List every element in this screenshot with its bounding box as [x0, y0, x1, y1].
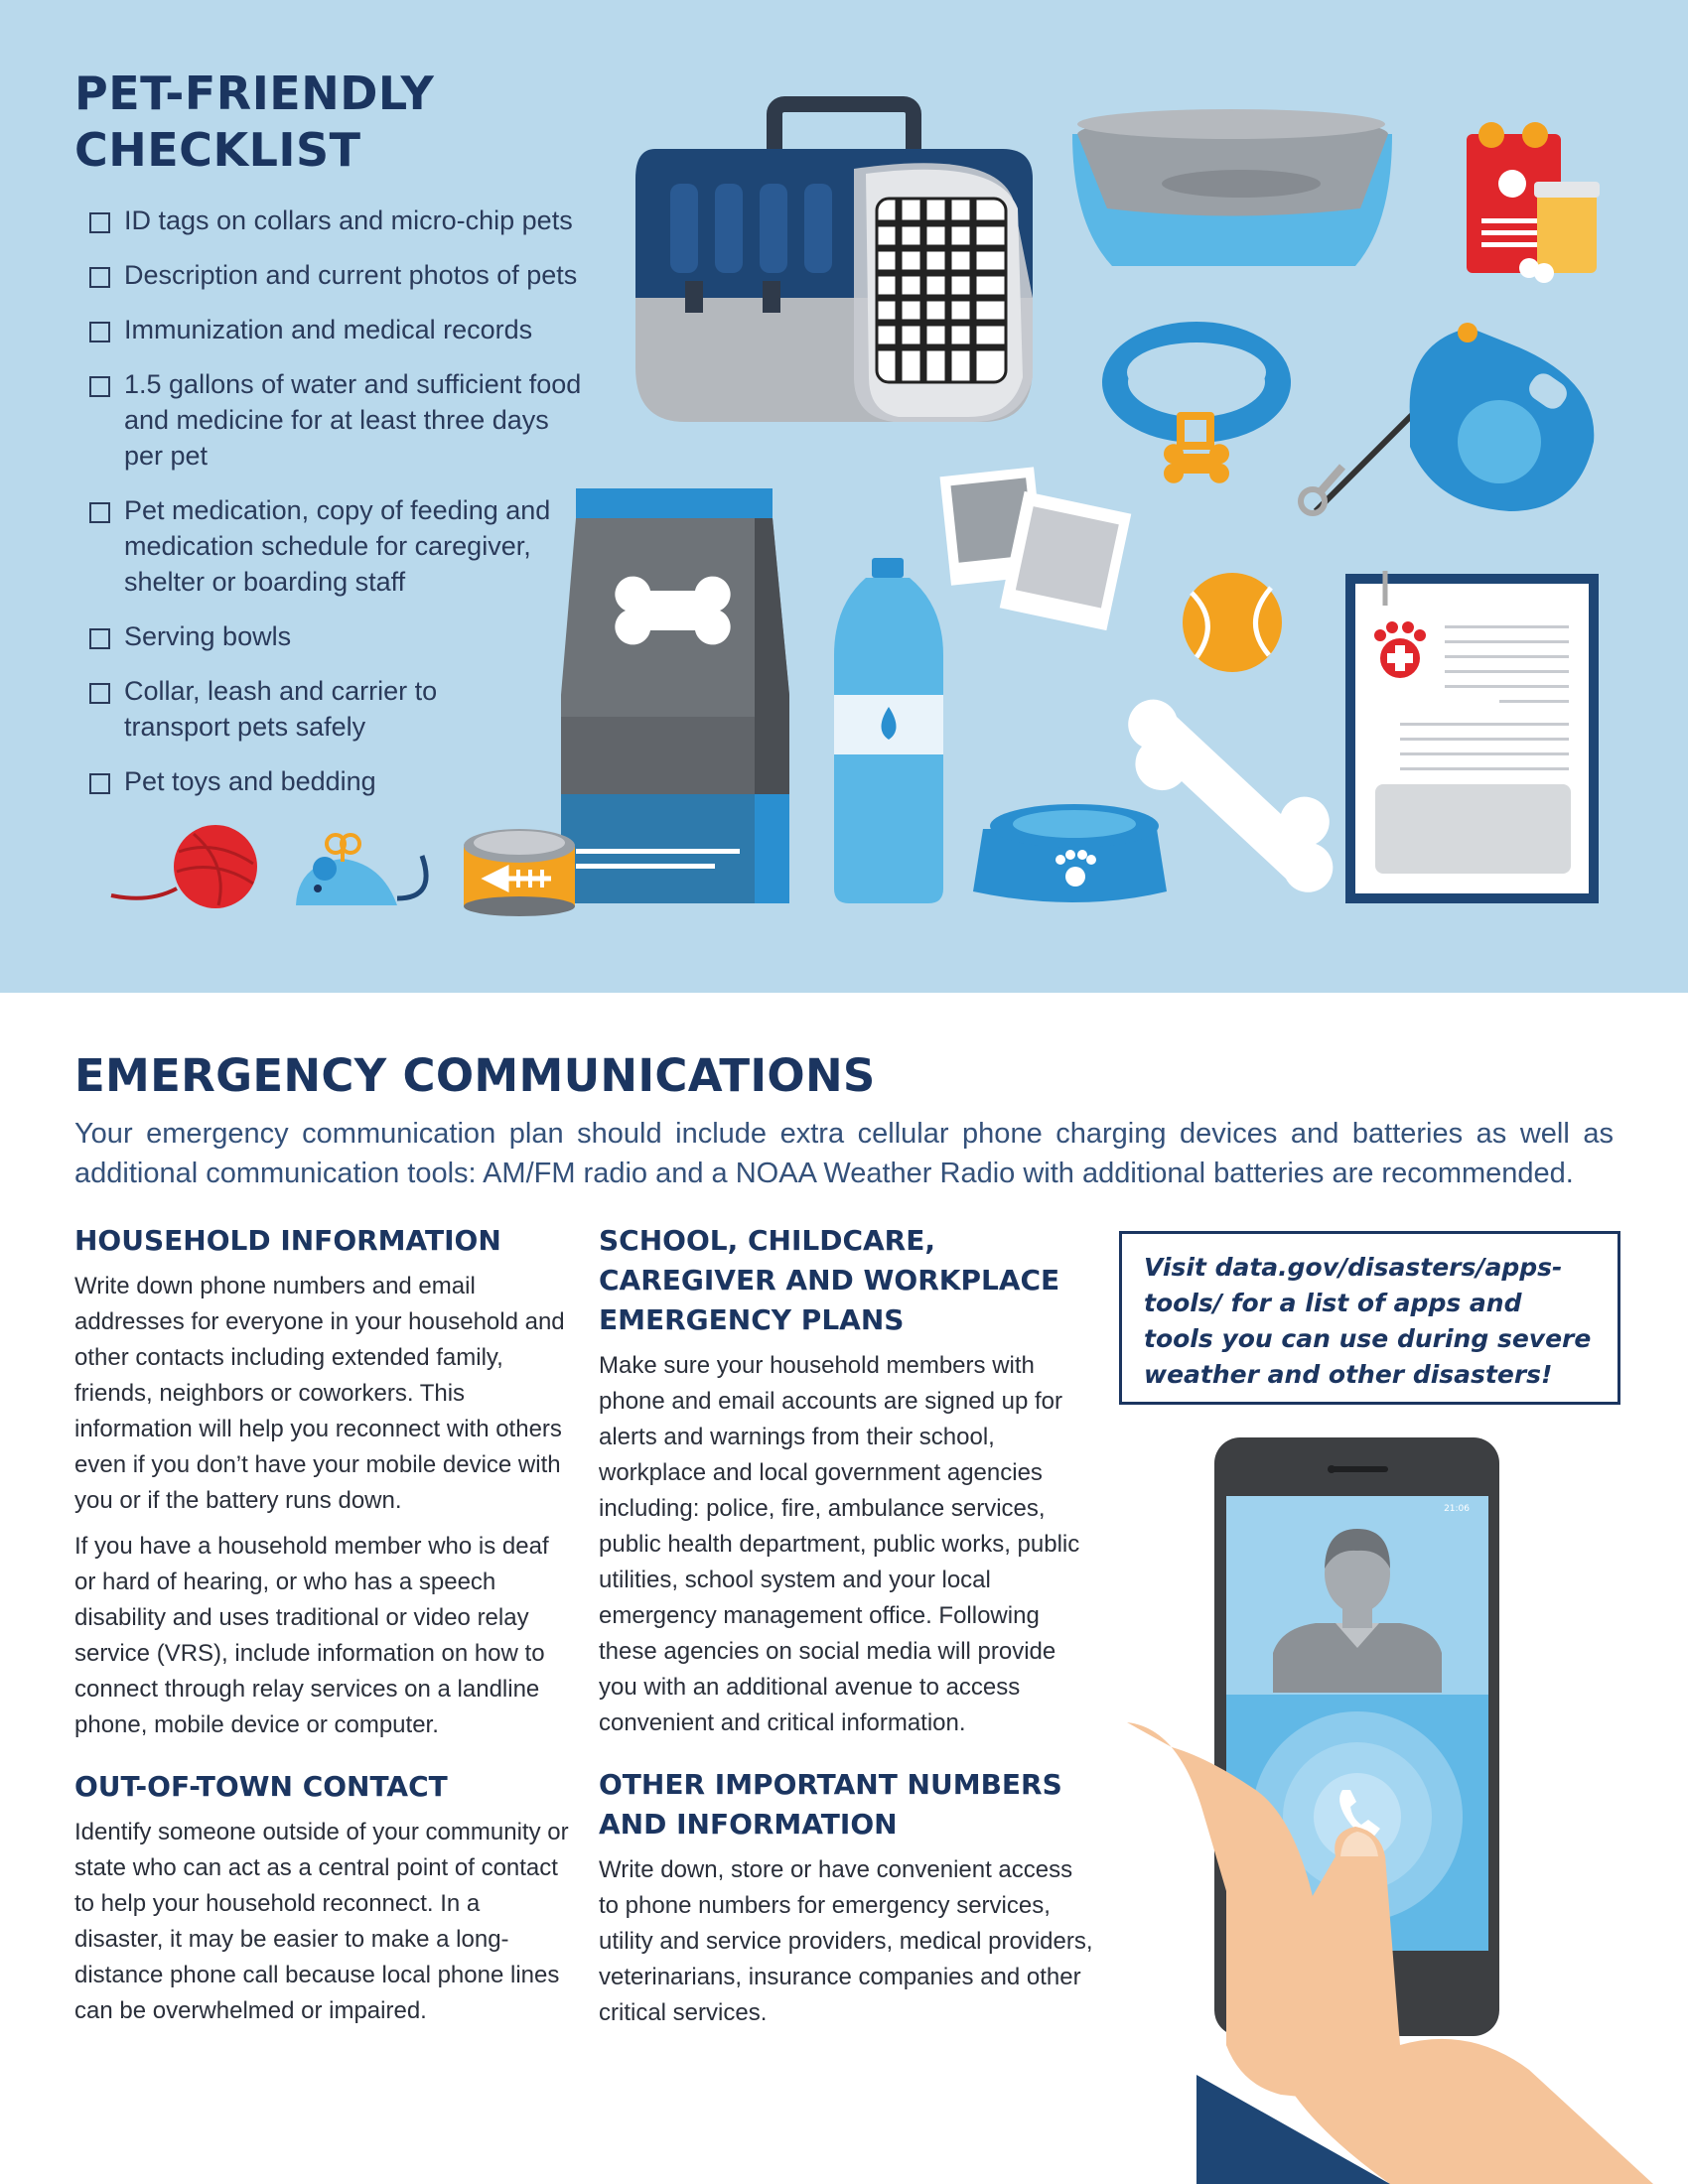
toy-mouse-icon [296, 835, 426, 905]
checkbox[interactable] [89, 628, 110, 649]
pet-carrier-icon [635, 104, 1033, 422]
leash-icon [1301, 323, 1594, 513]
household-paragraph-2: If you have a household member who is deaf or hard of hearing, or who has a speech disability and uses traditional or video relay service (VRS), include information on how to connect through relay services on a landline phone, mobile device or computer. [74, 1533, 549, 1738]
school-heading: SCHOOL, CHILDCARE, CAREGIVER AND WORKPLACE EMERGENCY PLANS [599, 1224, 1060, 1336]
out-of-town-heading: OUT-OF-TOWN CONTACT [74, 1770, 448, 1803]
checklist-item-label: ID tags on collars and micro-chip pets [124, 205, 573, 235]
collar-icon [1115, 335, 1278, 483]
checkbox[interactable] [89, 267, 110, 288]
checkbox[interactable] [89, 212, 110, 233]
household-paragraph-1: Write down phone numbers and email addresses for everyone in your household and other contacts including extended family, friends, neighbors or coworkers. This information will help you reconnect with others even if you don’t have your mobile device with you or if the battery runs down. [74, 1273, 565, 1514]
section-title: EMERGENCY COMMUNICATIONS [74, 1049, 876, 1102]
checklist-item [87, 203, 624, 238]
apps-tools-callout[interactable]: Visit data.gov/disasters/apps-tools/ for a list of apps and tools you can use during severe weather and other disasters! [1119, 1231, 1620, 1405]
emergency-communications-section [0, 993, 1688, 2184]
school-paragraph: Make sure your household members with phone and email accounts are signed up for alerts and warnings from their school, workplace and local government agencies including: police, fire, ambulance services, public health department, public works, public utilities, school system and your local emergency management office. Following these agencies on social media will provide you with an additional avenue to access convenient and critical information. [599, 1352, 1080, 1736]
pet-bed-icon [1072, 109, 1392, 266]
pet-checklist [87, 203, 624, 818]
checklist-item [87, 618, 624, 654]
tennis-ball-icon [1183, 573, 1282, 672]
medicine-icon [1467, 122, 1600, 283]
pet-bowl-icon [973, 804, 1167, 902]
other-numbers-paragraph: Write down, store or have convenient access to phone numbers for emergency services, utility and service providers, medical providers, veterinarians, insurance companies and other critical services. [599, 1856, 1093, 2026]
yarn-ball-icon [111, 825, 257, 908]
checklist-item-label: Serving bowls [124, 621, 292, 651]
middle-column [599, 1221, 1095, 2041]
checklist-item-label: Description and current photos of pets [124, 260, 578, 290]
checklist-item [87, 366, 591, 474]
pet-checklist-panel [0, 0, 1688, 993]
intro-line-1: Your emergency communication plan should include extra cellular phone charging devices and batteries as well as [74, 1118, 1614, 1150]
checkbox[interactable] [89, 322, 110, 342]
checkbox[interactable] [89, 683, 110, 704]
checklist-item [87, 257, 624, 293]
title-line-1: PET-FRIENDLY [74, 67, 435, 120]
checklist-item-label: 1.5 gallons of water and sufficient food and medicine for at least three days per pet [124, 369, 582, 471]
out-of-town-paragraph: Identify someone outside of your community or state who can act as a central point of contact to help your household reconnect. In a disaster, it may be easier to make a long-distance phone call because local phone lines can be overwhelmed or impaired. [74, 1819, 569, 2024]
checklist-item [87, 312, 624, 347]
checkbox[interactable] [89, 773, 110, 794]
photos-icon [940, 467, 1132, 630]
checklist-item-label: Collar, leash and carrier to transport pets safely [124, 676, 438, 742]
checklist-item-label: Immunization and medical records [124, 315, 533, 344]
page-title [74, 66, 434, 179]
checklist-item [87, 492, 591, 600]
left-column [74, 1221, 571, 2039]
cat-food-can-icon [464, 829, 575, 916]
checklist-item-label: Pet medication, copy of feeding and medication schedule for caregiver, shelter or boarding staff [124, 495, 551, 597]
other-numbers-heading: OTHER IMPORTANT NUMBERS AND INFORMATION [599, 1768, 1062, 1841]
checklist-item-label: Pet toys and bedding [124, 766, 376, 796]
checkbox[interactable] [89, 502, 110, 523]
intro-line-2: additional communication tools: AM/FM radio and a NOAA Weather Radio with additional batteries are recommended. [74, 1158, 1574, 1189]
title-line-2: CHECKLIST [74, 123, 361, 177]
household-heading: HOUSEHOLD INFORMATION [74, 1224, 501, 1257]
checklist-item [87, 673, 501, 745]
phone-status-time: 21:06 [1444, 1504, 1470, 1514]
water-bottle-icon [834, 558, 943, 903]
checklist-item [87, 763, 624, 799]
medical-record-clipboard-icon [1345, 571, 1599, 903]
checkbox[interactable] [89, 376, 110, 397]
